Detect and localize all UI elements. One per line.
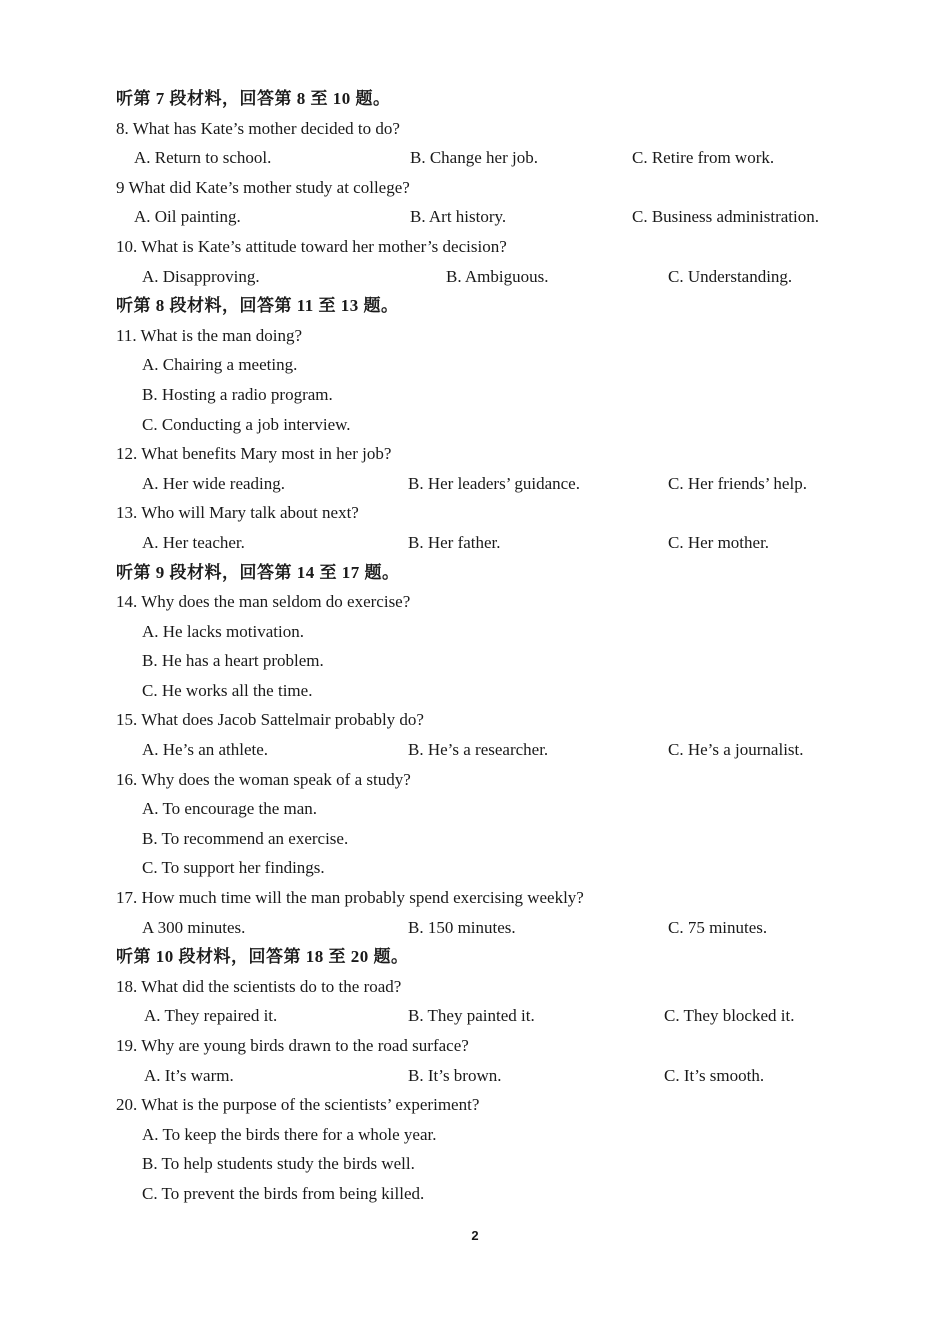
answer-option: C. They blocked it. [664,1006,795,1026]
answer-option: A. They repaired it. [144,1006,278,1026]
answer-option: A. He lacks motivation. [142,621,304,641]
option-row [116,262,846,292]
answer-option: A 300 minutes. [142,917,246,937]
section-heading: 听第 10 段材料，回答第 18 至 20 题。 [116,947,409,967]
section-heading: 听第 9 段材料，回答第 14 至 17 题。 [116,562,400,582]
page-number: 2 [471,1228,479,1243]
answer-option: C. Conducting a job interview. [142,414,351,434]
question-text: 12. What benefits Mary most in her job? [116,444,392,464]
question-text: 17. How much time will the man probably spend exercising weekly? [116,888,584,908]
section-heading: 听第 7 段材料，回答第 8 至 10 题。 [116,89,391,108]
option-row [116,528,846,558]
answer-option: B. To recommend an exercise. [142,828,349,848]
option-line [116,676,846,706]
option-line [116,646,846,676]
option-line [116,410,846,440]
answer-option: C. To support her findings. [142,858,325,878]
answer-option: C. He’s a journalist. [668,740,804,760]
answer-option: B. It’s brown. [408,1065,502,1085]
option-line [116,1149,846,1179]
answer-option: B. Change her job. [410,148,538,168]
answer-option: A. Oil painting. [134,207,241,227]
option-row [116,1001,846,1031]
answer-option: C. He works all the time. [142,680,313,700]
question-text: 19. Why are young birds drawn to the road surface? [116,1036,469,1055]
answer-option: B. Hosting a radio program. [142,384,333,404]
answer-option: A. Her wide reading. [142,473,286,493]
answer-option: C. To prevent the birds from being killed. [142,1183,425,1203]
option-row [116,143,846,173]
answer-option: C. Retire from work. [632,148,775,168]
question-list [116,84,846,1209]
answer-option: B. Art history. [410,207,507,227]
answer-option: B. 150 minutes. [408,917,516,937]
answer-option: A. Chairing a meeting. [142,355,298,375]
answer-option: C. Her mother. [668,532,770,552]
option-line [116,1120,846,1150]
answer-option: B. He has a heart problem. [142,651,324,671]
answer-option: A. Return to school. [134,148,272,168]
question-text: 14. Why does the man seldom do exercise? [116,592,411,612]
option-line [116,794,846,824]
answer-option: B. Ambiguous. [446,266,549,286]
option-line [116,617,846,647]
option-row [116,202,846,232]
option-line [116,1179,846,1209]
question-text: 20. What is the purpose of the scientists’ experiment? [116,1095,480,1115]
question-text: 9 What did Kate’s mother study at college? [116,177,410,197]
option-row [116,735,846,765]
answer-option: C. 75 minutes. [668,917,768,937]
answer-option: B. Her father. [408,532,501,552]
question-text: 10. What is Kate’s attitude toward her mother’s decision? [116,236,507,256]
answer-option: B. They painted it. [408,1006,535,1026]
answer-option: C. Her friends’ help. [668,473,807,493]
option-row [116,469,846,499]
answer-option: A. Her teacher. [142,532,245,552]
option-line [116,380,846,410]
answer-option: B. To help students study the birds well. [142,1154,415,1174]
answer-option: B. He’s a researcher. [408,740,549,760]
answer-option: A. To keep the birds there for a whole year. [142,1124,437,1144]
option-row [116,1061,846,1091]
question-text: 8. What has Kate’s mother decided to do? [116,118,400,138]
answer-option: B. Her leaders’ guidance. [408,473,580,493]
question-text: 18. What did the scientists do to the road? [116,976,402,996]
option-line [116,824,846,854]
question-text: 11. What is the man doing? [116,325,303,345]
question-text: 15. What does Jacob Sattelmair probably do? [116,710,424,730]
answer-option: A. He’s an athlete. [142,740,269,760]
answer-option: C. Understanding. [668,266,793,286]
option-line [116,350,846,380]
answer-option: A. Disapproving. [142,266,260,286]
answer-option: C. It’s smooth. [664,1065,765,1085]
option-line [116,853,846,883]
answer-option: A. It’s warm. [144,1065,234,1085]
question-text: 16. Why does the woman speak of a study? [116,769,411,789]
question-text: 13. Who will Mary talk about next? [116,503,359,523]
answer-option: A. To encourage the man. [142,799,318,819]
section-heading: 听第 8 段材料，回答第 11 至 13 题。 [116,296,399,316]
option-row [116,913,846,943]
answer-option: C. Business administration. [632,207,819,227]
